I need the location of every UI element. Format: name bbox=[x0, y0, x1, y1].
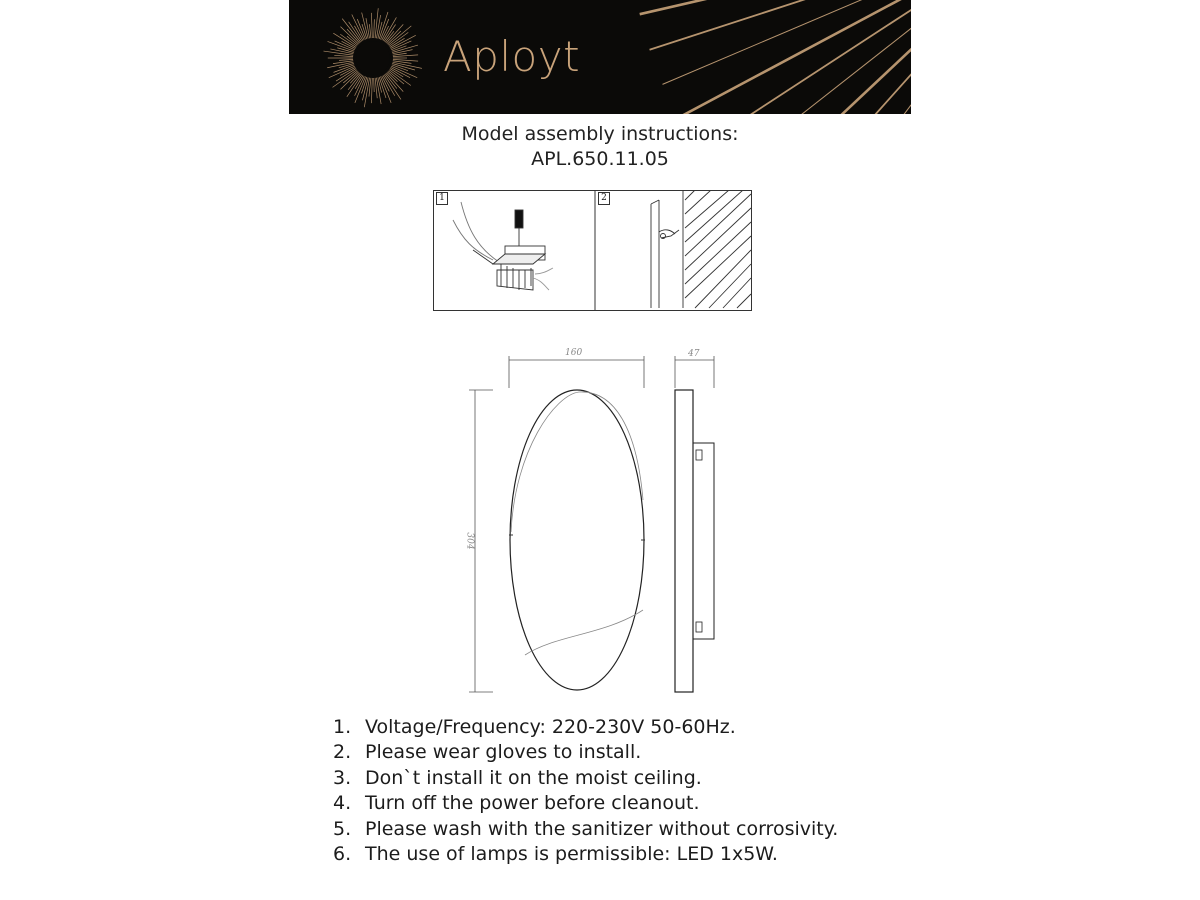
list-item-text: Don`t install it on the moist ceiling. bbox=[365, 766, 702, 789]
list-item bbox=[333, 740, 838, 765]
corner-ray bbox=[743, 0, 911, 114]
list-item bbox=[333, 791, 838, 816]
sun-ray bbox=[334, 55, 353, 56]
sun-ray bbox=[328, 41, 355, 51]
sun-ray bbox=[369, 24, 370, 38]
sun-ray bbox=[393, 59, 418, 61]
step-number-1: 1 bbox=[436, 192, 448, 205]
sun-ray bbox=[366, 18, 370, 38]
list-item bbox=[333, 842, 838, 867]
step-number-2: 2 bbox=[598, 192, 610, 205]
list-item-number: 2. bbox=[333, 741, 352, 764]
corner-rays-decoration bbox=[630, 0, 911, 114]
corner-ray bbox=[650, 0, 911, 50]
sun-ray bbox=[340, 27, 358, 45]
depth-dimension-label: 47 bbox=[688, 349, 700, 359]
list-item-text: Turn off the power before cleanout. bbox=[365, 792, 700, 815]
sun-ray bbox=[384, 75, 401, 100]
list-item-number: 3. bbox=[333, 766, 352, 789]
sun-ray bbox=[350, 73, 359, 83]
corner-ray bbox=[640, 0, 911, 14]
sun-ray bbox=[387, 72, 397, 82]
list-item bbox=[333, 766, 838, 791]
model-number: APL.650.11.05 bbox=[531, 148, 669, 170]
list-item-number: 4. bbox=[333, 792, 352, 815]
list-item-text: The use of lamps is permissible: LED 1x5W. bbox=[365, 842, 778, 865]
sun-ray bbox=[393, 55, 418, 57]
list-item-number: 6. bbox=[333, 842, 352, 865]
list-item-number: 5. bbox=[333, 817, 352, 840]
list-item-text: Please wash with the sanitizer without corrosivity. bbox=[365, 817, 839, 840]
sun-ray bbox=[355, 76, 365, 96]
sun-ray bbox=[375, 8, 378, 38]
list-item bbox=[333, 715, 838, 740]
brand-banner bbox=[289, 0, 911, 114]
document-title: Model assembly instructions: bbox=[461, 123, 739, 145]
instructions-list bbox=[333, 715, 838, 867]
sun-ray bbox=[340, 72, 358, 90]
sun-ray bbox=[339, 59, 353, 60]
list-item-text: Please wear gloves to install. bbox=[365, 741, 642, 764]
sun-ray bbox=[374, 19, 375, 38]
width-dimension-label: 160 bbox=[565, 348, 583, 358]
step-diagrams bbox=[433, 190, 752, 311]
lamp-dimension-svg bbox=[465, 350, 725, 695]
corner-ray bbox=[697, 0, 911, 114]
sun-core bbox=[356, 41, 390, 75]
sun-ray bbox=[333, 70, 357, 88]
corner-ray bbox=[798, 0, 911, 114]
list-item-number: 1. bbox=[333, 716, 352, 738]
sun-ray bbox=[342, 19, 360, 43]
banner-graphic bbox=[289, 0, 911, 114]
height-dimension-label: 304 bbox=[464, 532, 475, 550]
list-item-text: Voltage/Frequency: 220-230V 50-60Hz. bbox=[365, 716, 736, 738]
brand-logo-text: Aployt bbox=[443, 32, 581, 81]
list-item bbox=[333, 817, 838, 842]
sun-ray bbox=[371, 78, 372, 103]
corner-ray bbox=[678, 0, 911, 114]
dimension-drawing bbox=[465, 350, 725, 695]
step-diagrams-frame bbox=[433, 190, 752, 311]
sun-ray bbox=[371, 13, 372, 38]
